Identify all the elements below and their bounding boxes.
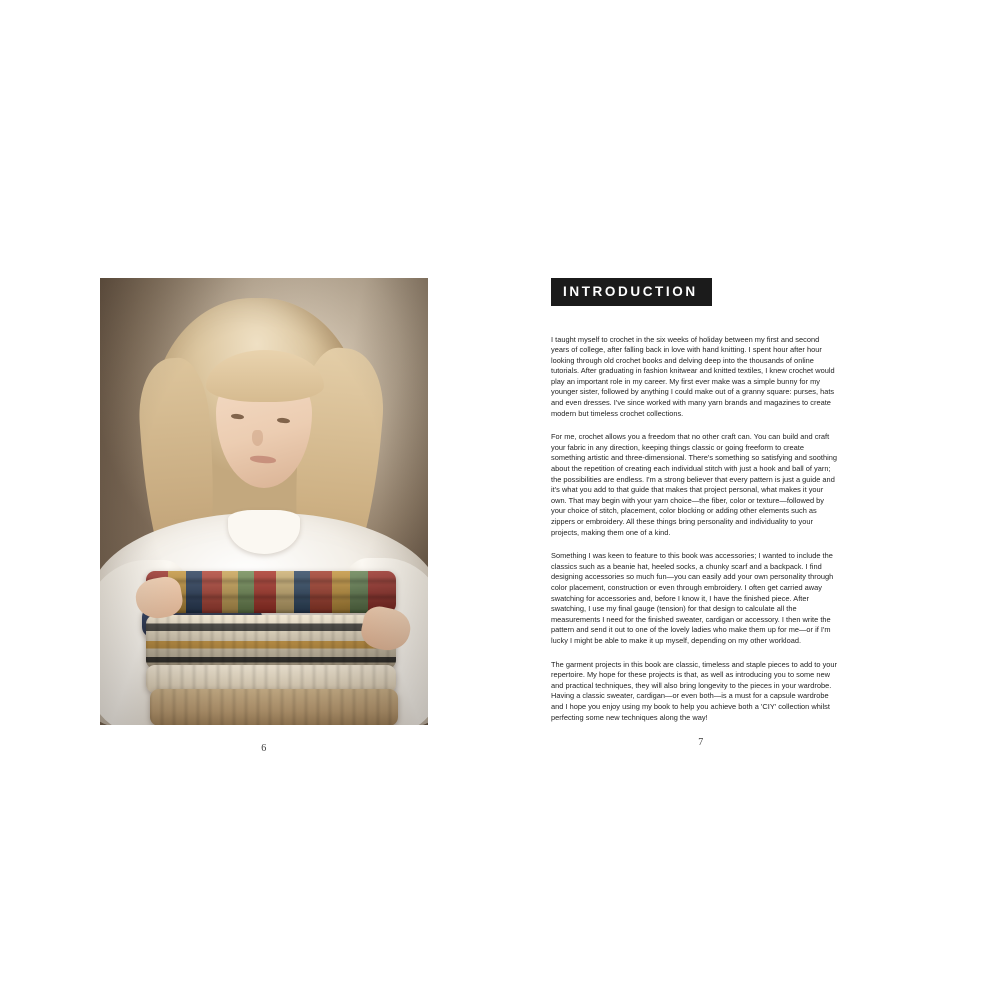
nose-shape [252, 430, 263, 446]
author-photograph [100, 278, 428, 725]
left-page [100, 278, 428, 755]
paragraph-1: I taught myself to crochet in the six weeks of holiday between my first and second years of college, after falling back in love with hand knitting. I spent hour after hour looking through old crochet books and delving deep into the thousands of online tutorials. After graduating in fashion knitwear and knitted textiles, I knew crochet would play an important role in my career. My first ever make was a simple bunny for my younger sister, followed by anything I could make out of a granny square: purses, hats and even dresses. I've since worked with many yarn brands and magazines to create modern but timeless crochet collections. [551, 334, 835, 418]
paragraph-3: Something I was keen to feature to this book was accessories; I wanted to include the classics such as a beanie hat, heeled socks, a chunky scarf and a backpack. I find designing accessories so much fun—you can easily add your own personality through color placement, construction or even through embroidery. I often get carried away swatching for accessories and, before I know it, I have the finished piece. After swatching, I use my final gauge (tension) for that design to calculate all the measurements I need for the finished sweater, cardigan or accessory. I then write the pattern and send it out to one of the lovely ladies who make them up for me—or if I'm lucky I might be able to make it up myself, depending on my other workload. [551, 551, 834, 645]
blanket-striped [146, 615, 396, 669]
paragraph-2: For me, crochet allows you a freedom that no other craft can. You can build and craft your fabric in any direction, keeping things classic or going freeform to create something artistic and three-dimensional. There's something so satisfying and soothing about the repetition of creating each individual stitch with just a hook and ball of yarn; the possibilities are endless. I'm a strong believer that every pattern is just a guide and it's what you add to that guide that makes that project personal, what makes it your own. That may begin with your yarn choice—the fiber, color or texture—followed by your choice of stitch, placement, color blocking or adding other elements such as zippers or embroidery. All these things bring personality and individuality to your projects, making them one of a kind. [551, 432, 838, 537]
right-page [551, 278, 851, 755]
blanket-tan [150, 689, 398, 725]
paragraph-4: The garment projects in this book are classic, timeless and staple pieces to add to your repertoire. My hope for these projects is that, as well as introducing you to some new and practical techniques, they will also bring longevity to the pieces in your wardrobe. Having a classic sweater, cardigan—or even both—is a must for a capsule wardrobe and I hope you enjoy using my book to help you achieve both a 'CIY' collection whilst perfecting some new techniques along the way! [551, 659, 838, 722]
blanket-granny-square [146, 571, 396, 613]
introduction-body [551, 335, 839, 724]
left-page-number: 6 [261, 743, 267, 754]
page-title: INTRODUCTION [551, 278, 712, 306]
right-page-number: 7 [698, 737, 704, 748]
crochet-blanket-stack [146, 571, 396, 725]
